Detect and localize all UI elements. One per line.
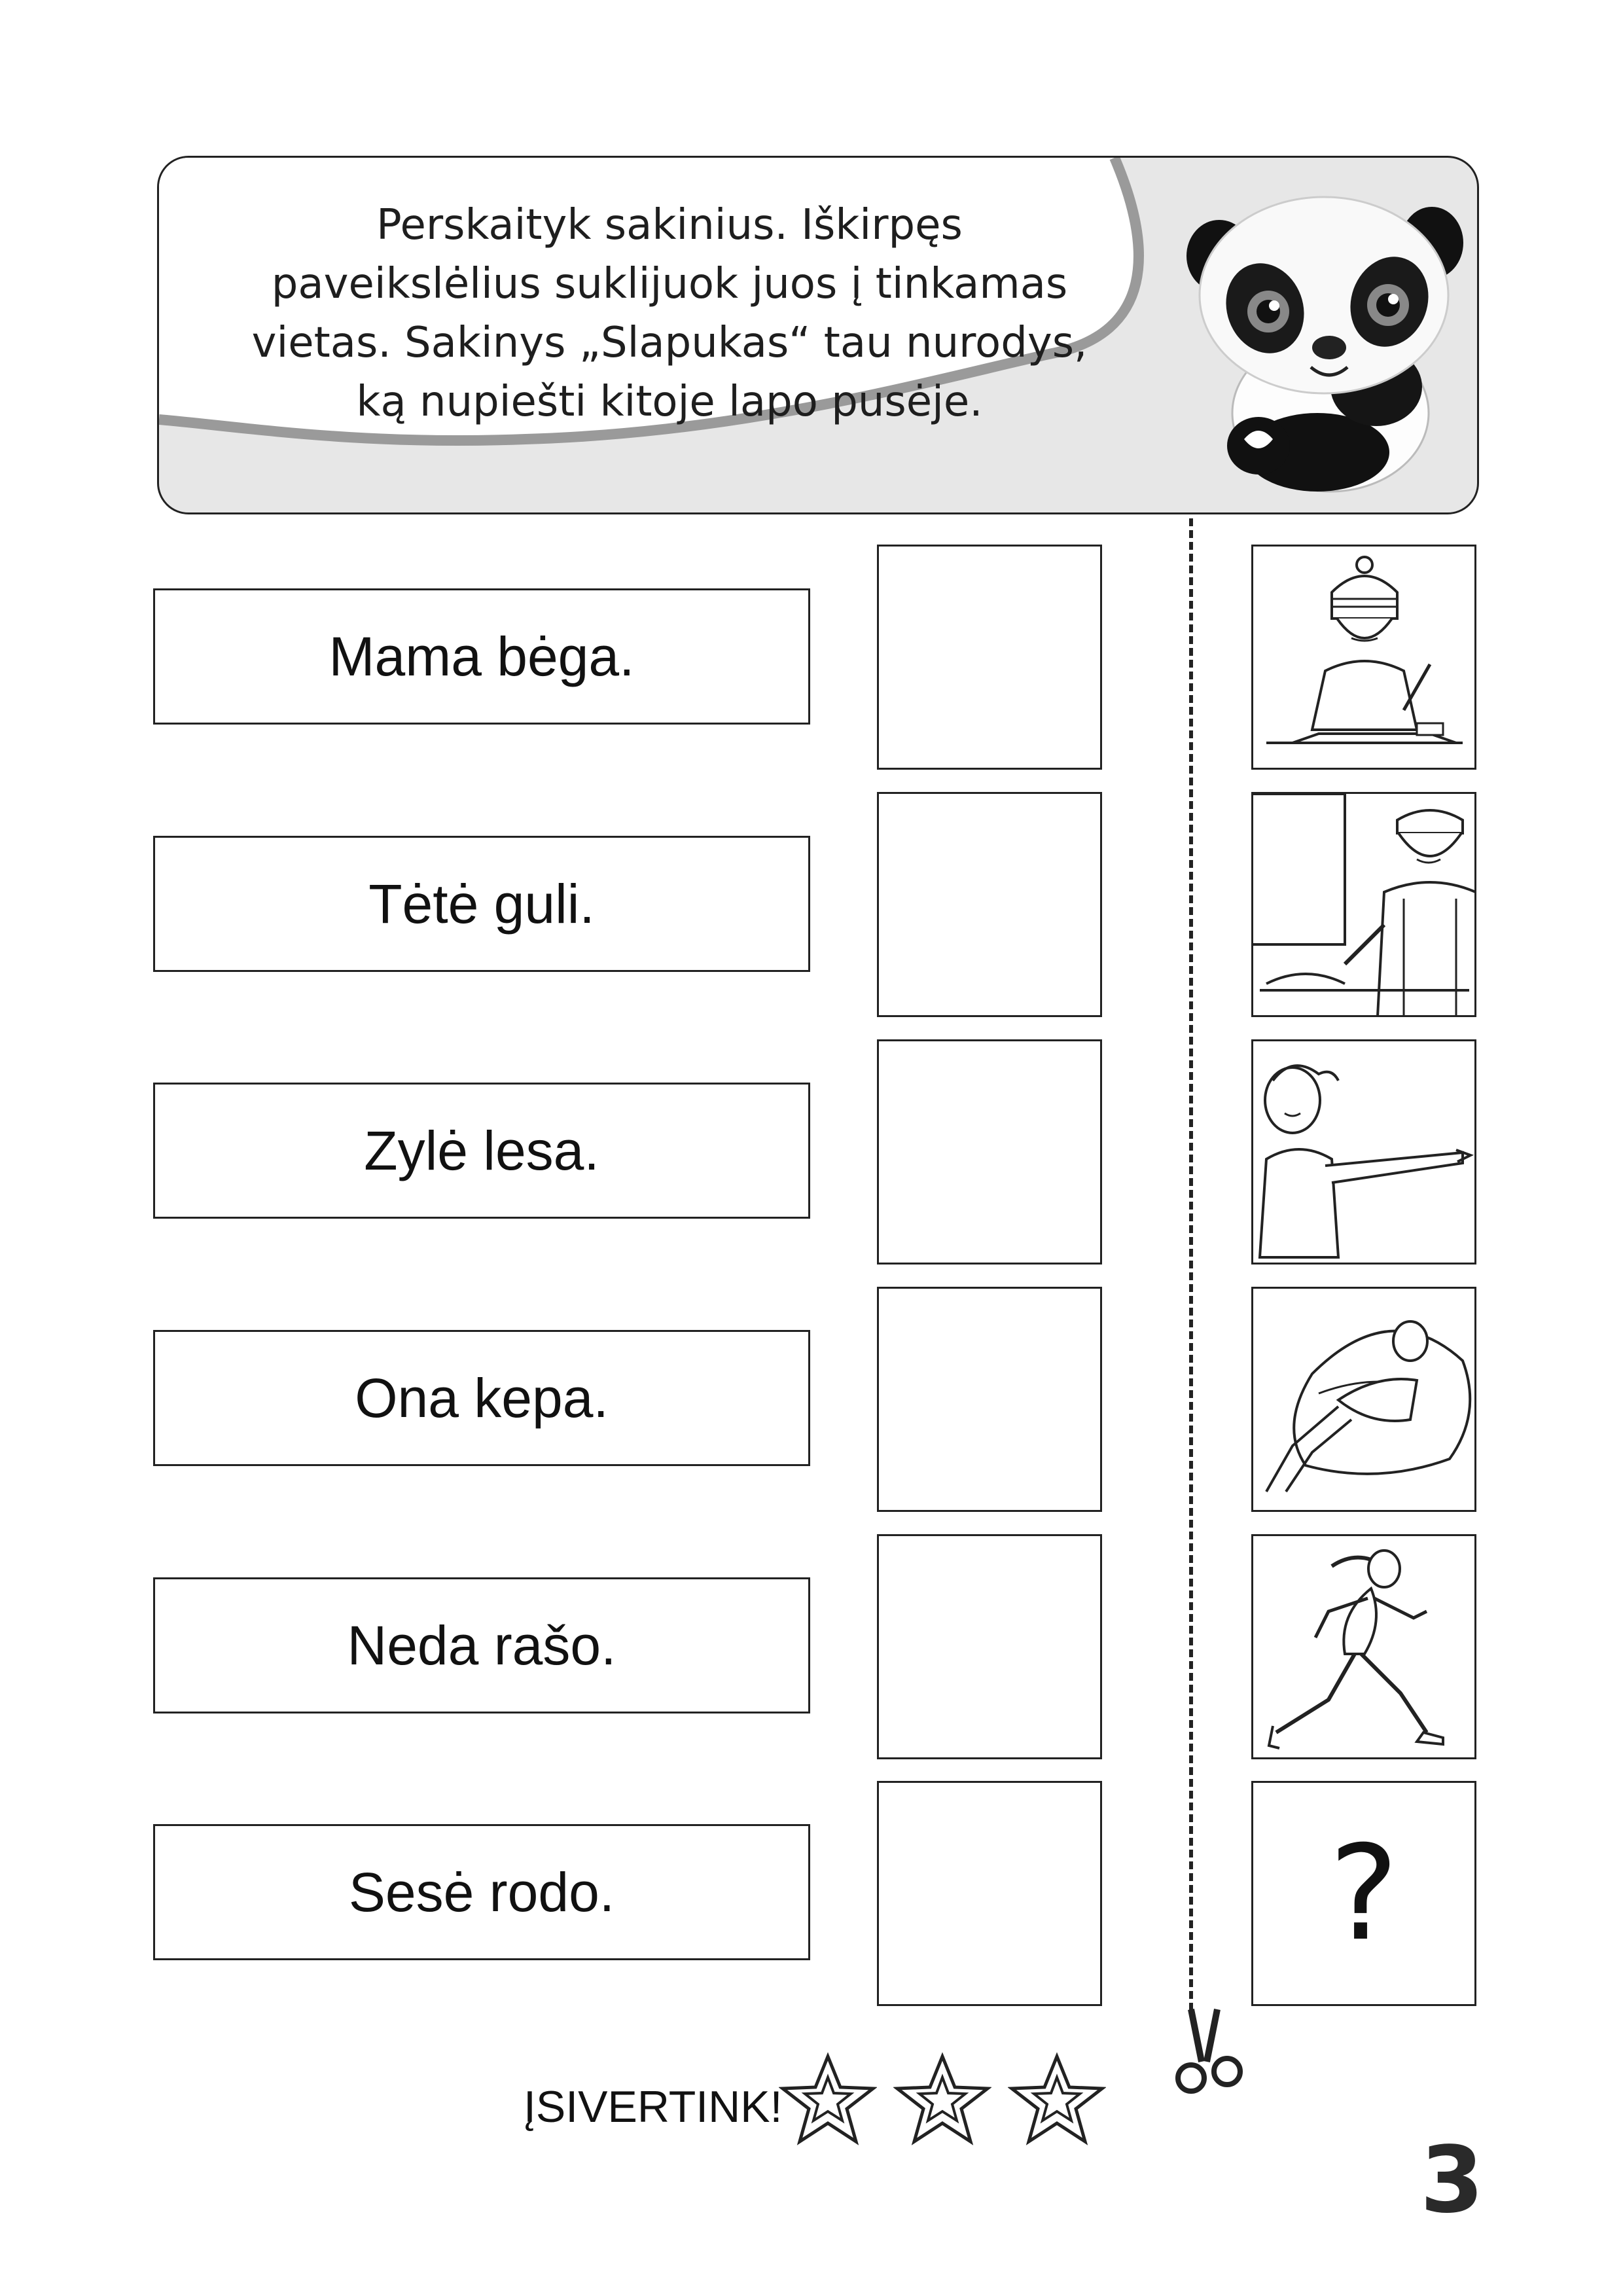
picture-card[interactable]	[1251, 1039, 1476, 1265]
girl-painting-icon	[1253, 547, 1476, 770]
scissors-icon	[1165, 2003, 1243, 2101]
star-icon[interactable]	[1008, 2051, 1106, 2149]
paste-slot[interactable]	[877, 1534, 1102, 1759]
paste-slot[interactable]	[877, 1039, 1102, 1265]
picture-card[interactable]	[1251, 1287, 1476, 1512]
paste-slot[interactable]	[877, 1781, 1102, 2006]
sentence-text: Zylė lesa.	[364, 1119, 599, 1181]
sentence-box	[153, 588, 810, 725]
picture-card[interactable]	[1251, 792, 1476, 1017]
star-icon[interactable]	[779, 2051, 877, 2149]
sentence-box	[153, 1824, 810, 1960]
cut-line	[1189, 518, 1193, 2011]
instruction-text: Perskaityk sakinius. Iškirpęs paveikslėlius suklijuok juos į tinkamas vietas. Sakinys „Slapukas“ tau nurodys, ką nupiešti kitoje lapo pusėje.	[251, 201, 1088, 426]
picture-card[interactable]	[1251, 1781, 1476, 2006]
sentence-box	[153, 836, 810, 972]
sentence-text: Ona kepa.	[355, 1367, 609, 1429]
woman-cooking-icon	[1253, 794, 1476, 1017]
paste-slot[interactable]	[877, 792, 1102, 1017]
picture-card[interactable]	[1251, 545, 1476, 770]
man-lying-beanbag-icon	[1253, 1289, 1476, 1512]
sentence-text: Mama bėga.	[329, 625, 635, 687]
star-icon[interactable]	[893, 2051, 991, 2149]
paste-slot[interactable]	[877, 545, 1102, 770]
question-mark-icon: ?	[1329, 1817, 1399, 1970]
self-evaluation-label: ĮSIVERTINK!	[524, 2082, 783, 2132]
instruction-banner	[157, 156, 1479, 514]
girl-pointing-icon	[1253, 1041, 1476, 1265]
picture-card[interactable]	[1251, 1534, 1476, 1759]
paste-slot[interactable]	[877, 1287, 1102, 1512]
sentence-box	[153, 1577, 810, 1713]
sentence-text: Neda rašo.	[347, 1614, 616, 1676]
page-number: 3	[1420, 2127, 1484, 2234]
sentence-text: Tėtė guli.	[368, 872, 595, 935]
sentence-box	[153, 1330, 810, 1466]
woman-running-icon	[1253, 1536, 1476, 1759]
panda-icon	[1180, 171, 1468, 498]
sentence-text: Sesė rodo.	[348, 1861, 615, 1923]
sentence-box	[153, 1083, 810, 1219]
